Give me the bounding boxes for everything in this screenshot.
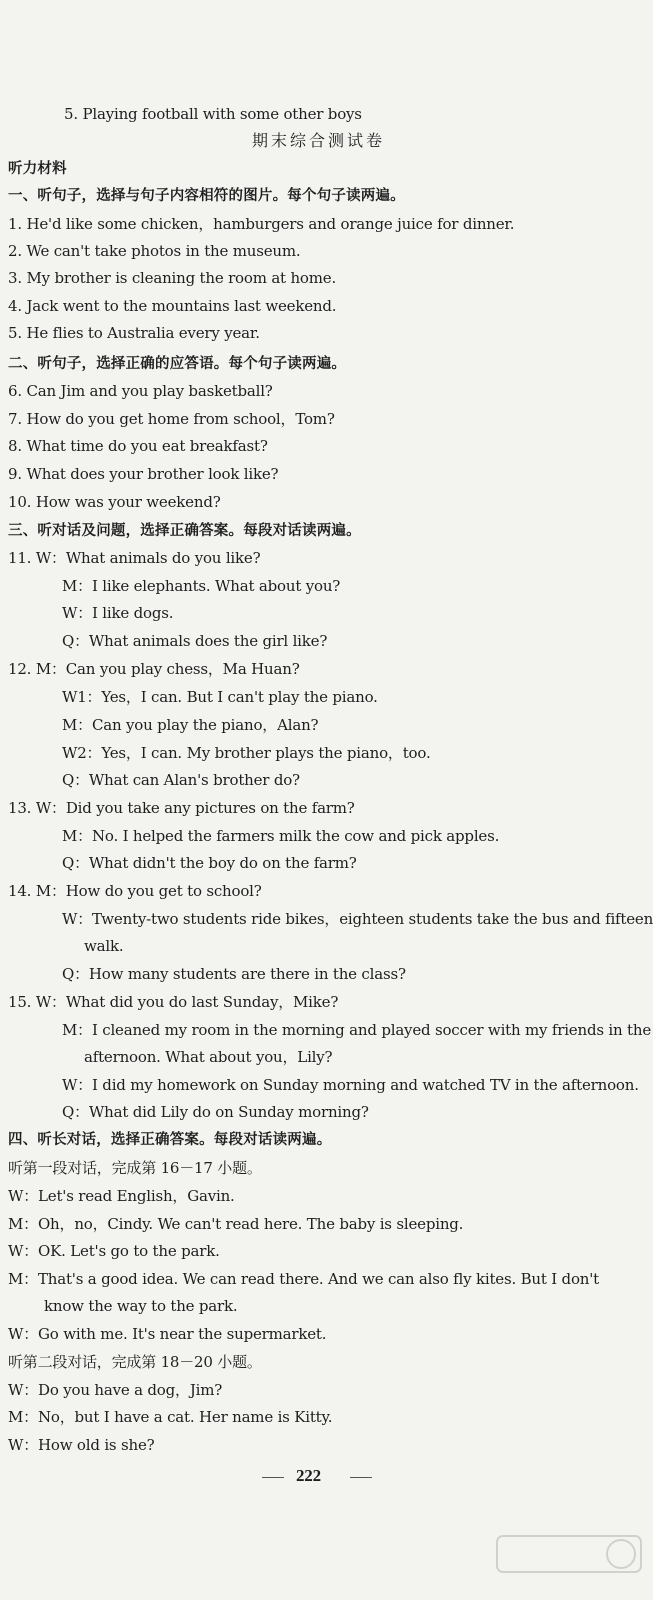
dialog-intro: 听第一段对话，完成第 16－17 小题。 xyxy=(8,1159,262,1177)
dialog-line: Q：What did Lily do on Sunday morning? xyxy=(62,1103,369,1121)
part1-item: 3. My brother is cleaning the room at home. xyxy=(8,269,337,287)
page-number: 222 xyxy=(296,1466,321,1485)
dialog-line: Q：What didn't the boy do on the farm? xyxy=(62,854,357,872)
watermark-logo xyxy=(495,1534,643,1592)
part1-item: 1. He'd like some chicken，hamburgers and orange juice for dinner. xyxy=(8,215,515,233)
dialog-line: know the way to the park. xyxy=(44,1297,238,1315)
dialog-line: W：Let's read English，Gavin. xyxy=(8,1187,235,1205)
part2-item: 6. Can Jim and you play basketball? xyxy=(8,382,273,400)
dialog-line: M：I like elephants. What about you? xyxy=(62,577,341,595)
dialog-line: Q：What animals does the girl like? xyxy=(62,632,328,650)
part1-item: 2. We can't take photos in the museum. xyxy=(8,242,301,260)
dialog-line: W：Go with me. It's near the supermarket. xyxy=(8,1325,327,1343)
dialog-line: walk. xyxy=(84,937,124,955)
dialog-intro: 听第二段对话，完成第 18－20 小题。 xyxy=(8,1353,262,1371)
part1-header: 一、听句子，选择与句子内容相符的图片。每个句子读两遍。 xyxy=(8,188,405,204)
dialog-line: M：No，but I have a cat. Her name is Kitty. xyxy=(8,1408,333,1426)
dialog-line: M：No. I helped the farmers milk the cow and pick apples. xyxy=(62,827,500,845)
dialog-line: W：I like dogs. xyxy=(62,604,174,622)
part2-item: 10. How was your weekend? xyxy=(8,493,221,511)
dialog-line: afternoon. What about you，Lily? xyxy=(84,1048,333,1066)
listening-header: 听力材料 xyxy=(8,161,67,177)
top-line: 5. Playing football with some other boys xyxy=(64,105,362,123)
dialog-line: M：Can you play the piano，Alan? xyxy=(62,716,319,734)
dialog-line: M：That's a good idea. We can read there. And we can also fly kites. But I don't xyxy=(8,1270,599,1288)
page-number-dash-right xyxy=(350,1477,372,1478)
dialog-line: Q：What can Alan's brother do? xyxy=(62,771,300,789)
dialog-line: W2：Yes，I can. My brother plays the piano，too. xyxy=(62,744,431,762)
part1-item: 5. He flies to Australia every year. xyxy=(8,324,260,342)
part2-item: 9. What does your brother look like? xyxy=(8,465,279,483)
dialog-line: 13. W：Did you take any pictures on the farm? xyxy=(8,799,355,817)
part2-item: 8. What time do you eat breakfast? xyxy=(8,437,268,455)
dialog-line: Q：How many students are there in the class? xyxy=(62,965,406,983)
dialog-line: M：Oh，no，Cindy. We can't read here. The baby is sleeping. xyxy=(8,1215,464,1233)
dialog-line: W：OK. Let's go to the park. xyxy=(8,1242,220,1260)
dialog-line: M：I cleaned my room in the morning and played soccer with my friends in the xyxy=(62,1021,651,1039)
dialog-line: 15. W：What did you do last Sunday，Mike? xyxy=(8,993,339,1011)
dialog-line: W：Do you have a dog，Jim? xyxy=(8,1381,223,1399)
page-number-dash-left xyxy=(262,1477,284,1478)
dialog-line: 11. W：What animals do you like? xyxy=(8,549,261,567)
part2-header: 二、听句子，选择正确的应答语。每个句子读两遍。 xyxy=(8,356,347,372)
dialog-line: W：How old is she? xyxy=(8,1436,155,1454)
part4-header: 四、听长对话，选择正确答案。每段对话读两遍。 xyxy=(8,1132,332,1148)
dialog-line: W：I did my homework on Sunday morning and watched TV in the afternoon. xyxy=(62,1076,639,1094)
section-title: 期末综合测试卷 xyxy=(252,131,386,150)
part1-item: 4. Jack went to the mountains last weekend. xyxy=(8,297,337,315)
dialog-line: W1：Yes，I can. But I can't play the piano. xyxy=(62,688,378,706)
part2-item: 7. How do you get home from school，Tom? xyxy=(8,410,335,428)
dialog-line: 14. M：How do you get to school? xyxy=(8,882,262,900)
dialog-line: 12. M：Can you play chess，Ma Huan? xyxy=(8,660,300,678)
dialog-line: W：Twenty-two students ride bikes，eighteen students take the bus and fifteen xyxy=(62,910,653,928)
part3-header: 三、听对话及问题，选择正确答案。每段对话读两遍。 xyxy=(8,523,361,539)
